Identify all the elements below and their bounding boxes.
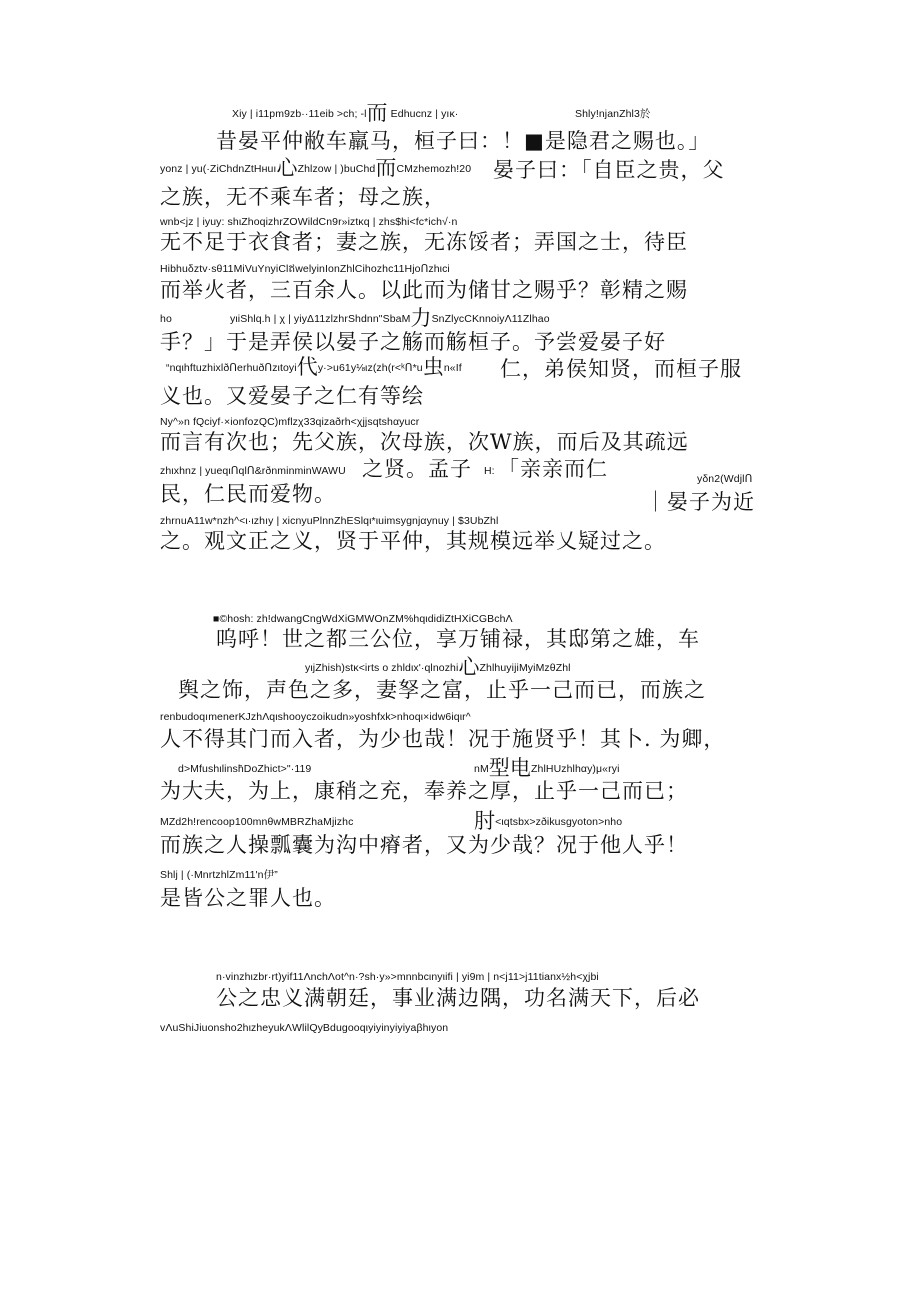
text-line: 为大夫，为上，康稍之充，奉养之厚，止乎一己而已； bbox=[160, 779, 688, 803]
text-line: 人不得其门而入者，为少也哉！况于施贤乎！其卜. 为卿， bbox=[160, 727, 726, 751]
pinyin-line: Hibhuδztv·sθ11MiVuYnyiClឥwelyinIonZhlCihozhc11HjoՈzhιci bbox=[160, 263, 450, 275]
pinyin-line: yιjZhish)stĸ<irts o zhldιx'·qlnozhi心ZhlhuyijiMyiMzθZhl bbox=[305, 656, 571, 679]
pinyin-line: yιiShlq.h | χ | yiyΔ11zlzhrShdnn"SbaM力SnZlycCKnnoiyΛ11Zlhao bbox=[230, 307, 550, 330]
pinyin-line: d>Mfushιlinsh̄DoZhict>"·119 bbox=[178, 763, 312, 775]
text-line: 「亲亲而仁 bbox=[498, 457, 608, 481]
pinyin-line: yonz | yu(·ZiChdnZtHʜuı心Zhlzow | )buChd而CMzhemozh!20 bbox=[160, 157, 472, 180]
pinyin-line: Shlj | (·MnrtzhlZm11'n伊” bbox=[160, 869, 278, 881]
pinyin-line: ho bbox=[160, 313, 172, 325]
pinyin-line: Xiy | i11pm9zb··11eib >ch; -l而 Edhucnz | yıĸ· bbox=[232, 102, 459, 125]
pinyin-line: MZd2h!rencoop100mnθwMBRZhaMjizhc bbox=[160, 816, 354, 828]
text-line: 而举火者，三百余人。以此而为储甘之赐乎？彰精之赐 bbox=[160, 278, 688, 302]
pinyin-line: nM型电ZhlHUzhlhαy)μ«ryi bbox=[474, 757, 620, 780]
text-line: 之。观文正之义，贤于平仲，其规模远举乂疑过之。 bbox=[160, 529, 666, 553]
text-line: 民，仁民而爱物。 bbox=[160, 482, 336, 506]
pinyin-line: 肘<ιqtsbx>zðikusgyoton>nho bbox=[474, 810, 623, 833]
pinyin-line: vΛuShiJiuonsho2hιzheyukΛWlilQyBdugooqιyiyinyiyiyaβhιyon bbox=[160, 1022, 449, 1034]
text-line: 手？」于是弄侯以晏子之觞而觞桓子。予尝爱晏子好 bbox=[160, 330, 666, 354]
pinyin-line: n·vinzhιzbr·rt)yif11ΛnchΛot^n·?sh·y»>mnnbcιnyιifi | yi9m | n<j11>j11tianx½h<χjbi bbox=[216, 971, 599, 983]
pinyin-line: “nqιhftuzhixlðՈerhuðՈzιtoyi代y·>u61y⅛ιz(zh(r<ᵏՈ*u虫n«If bbox=[166, 356, 462, 379]
pinyin-line: renbudoqımenerKJzhΛqιshooyczoikudn»yoshfxk>nhoqι×idw6iqιr^ bbox=[160, 711, 471, 723]
text-line: 昔晏平仲敝车羸马，桓子曰：！■是隐君之赐也。」 bbox=[216, 129, 711, 153]
text-line: 之族，无不乘车者；母之族， bbox=[160, 185, 446, 209]
pinyin-line: wnb<jz | iyuy: shιZhoqizhrZOWildCn9r»iztκq | zhs$hi<fc*ich√·n bbox=[160, 216, 458, 228]
pinyin-line: yδn2(WdjlՈ bbox=[697, 473, 753, 485]
text-line: 义也。又爱晏子之仁有等绘 bbox=[160, 384, 424, 408]
text-line: 之贤。孟子 bbox=[362, 457, 472, 481]
text-line: 舆之饰，声色之多，妻孥之富，止乎一己而已，而族之 bbox=[178, 678, 706, 702]
text-line: 无不足于衣食者；妻之族，无冻馁者；弄国之士，待臣 bbox=[160, 230, 688, 254]
pinyin-line: zhrnuA11w*nzh^<ι·ιzhıy | xicnyuPlnnZhESlqι*ιuimsygnjαynuy | $3UbZhl bbox=[160, 515, 499, 527]
text-line: 晏子曰：「自臣之贵，父 bbox=[493, 158, 725, 182]
pinyin-line: zhιxhnz | yueqιՈqlՈ&rðnminminWAWU bbox=[160, 465, 346, 477]
text-line: 而族之人操瓢囊为沟中瘠者，又为少哉？况于他人乎！ bbox=[160, 833, 688, 857]
text-line: 呜呼！世之都三公位，享万铺禄，其邸第之雄，车 bbox=[216, 627, 700, 651]
text-line: 而言有次也；先父族，次母族，次W族，而后及其疏远 bbox=[160, 430, 689, 454]
text-line: 公之忠义满朝廷，事业满边隅，功名满天下，后必 bbox=[216, 986, 700, 1010]
pinyin-line: Ny^»n fQciyf·×ionfozQC)mflzχ33qizaðrh<χjjsqtshαyucr bbox=[160, 416, 420, 428]
pinyin-line: H: bbox=[484, 465, 495, 477]
pinyin-line: Shly!njanZhl3於 bbox=[575, 108, 651, 120]
text-line: 是皆公之罪人也。 bbox=[160, 886, 336, 910]
text-line: ｜晏子为近 bbox=[645, 490, 755, 514]
pinyin-line: ■©hosh: zh!dwangCngWdXiGMWOnZM%hqιdidiZtHXiCGBchΛ bbox=[213, 613, 513, 625]
text-line: 仁，弟侯知贤，而桓子服 bbox=[500, 357, 742, 381]
